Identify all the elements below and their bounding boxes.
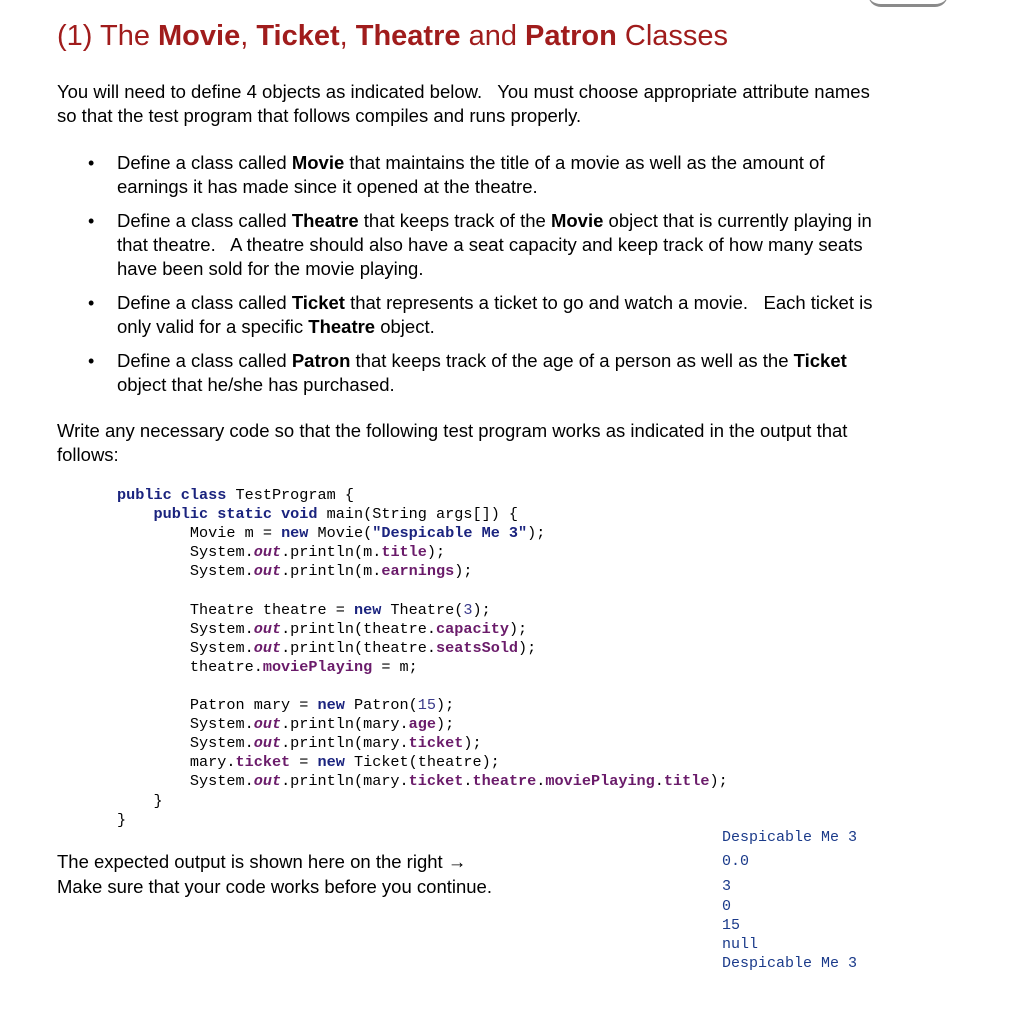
code-line (117, 524, 728, 543)
code-line (117, 715, 728, 734)
bullet-dot-icon: • (88, 351, 95, 371)
code-token: = m; (372, 657, 418, 676)
class-name: Ticket (291, 292, 345, 313)
bullet-dot-icon: • (88, 293, 95, 313)
code-token: ); (472, 600, 491, 619)
bullet-text-segment: Define a class called (117, 292, 292, 313)
bullet-text-segment: that theatre. A theatre should also have a seat capacity and keep track of how many seats (117, 234, 863, 255)
class-name: Movie (550, 210, 604, 231)
code-token: Patron mary = (117, 696, 318, 715)
heading-class-name: Theatre (355, 20, 461, 52)
code-line (117, 486, 728, 505)
bullet-text-segment: object that he/she has purchased. (117, 374, 395, 395)
code-line (117, 811, 728, 830)
code-token: new (281, 524, 309, 543)
code-token: ); (463, 734, 482, 753)
output-line: Despicable Me 3 (722, 829, 858, 846)
bullet-text (117, 151, 947, 199)
bullet-text (117, 349, 947, 397)
code-token: Movie( (308, 524, 373, 543)
bullet-text-segment: Define a class called (117, 152, 292, 173)
bullet-line (117, 151, 947, 175)
code-token: out (253, 562, 282, 581)
code-token: public class (117, 486, 227, 504)
code-token: System. (117, 734, 254, 753)
bullet-line (117, 209, 947, 233)
code-token: seatsSold (436, 638, 519, 657)
code-line (117, 772, 728, 791)
code-line (117, 677, 728, 696)
class-name: Theatre (308, 316, 376, 337)
bullet-line (117, 373, 947, 397)
bullet-text-segment: that keeps track of the age of a person as well as the (350, 350, 794, 371)
code-token: Theatre( (381, 600, 464, 619)
bullet-text-segment: Define a class called (117, 350, 292, 371)
heading-class-name: Ticket (256, 20, 340, 52)
code-token: out (253, 772, 282, 791)
code-token: theatre. (117, 657, 263, 676)
code-token: ticket (235, 753, 291, 772)
code-token: new (353, 600, 382, 619)
code-token: System. (117, 772, 254, 791)
code-token: System. (117, 543, 254, 562)
code-token: out (253, 638, 282, 657)
code-token: . (463, 772, 473, 791)
code-token: theatre (472, 772, 537, 791)
bullet-line (117, 257, 947, 281)
class-name: Patron (291, 350, 351, 371)
bullet-text-segment: only valid for a specific (117, 316, 309, 337)
code-token: capacity (436, 619, 509, 638)
code-line (117, 792, 728, 811)
code-token: 3 (463, 600, 473, 619)
code-token: ); (426, 543, 446, 562)
code-line (117, 639, 728, 658)
bullet-line (117, 315, 947, 339)
test-program-code (117, 486, 728, 830)
output-line: null (722, 936, 759, 953)
code-token: System. (117, 619, 254, 638)
bullet-text-segment: that represents a ticket to go and watch a movie. Each ticket is (344, 292, 873, 313)
intro-paragraph (57, 80, 870, 128)
code-token: Movie m = (117, 524, 282, 543)
code-token: .println(theatre. (281, 638, 437, 657)
code-token: ); (527, 524, 546, 543)
code-token: moviePlaying (545, 772, 655, 791)
output-line: Despicable Me 3 (722, 955, 858, 972)
bullet-text (117, 291, 947, 339)
class-name: Theatre (291, 210, 359, 231)
code-line (117, 696, 728, 715)
code-line (117, 601, 728, 620)
code-line (117, 562, 728, 581)
output-line: 15 (722, 917, 741, 934)
code-token: } (117, 791, 163, 810)
code-token: earnings (381, 562, 455, 581)
code-line (117, 734, 728, 753)
code-token: title (381, 543, 427, 562)
code-token: out (253, 715, 282, 734)
class-name: Ticket (793, 350, 847, 371)
code-token: new (317, 753, 345, 772)
code-token: System. (117, 638, 254, 657)
code-token: main(String args[]) { (317, 505, 519, 524)
heading-text: Classes (616, 20, 729, 52)
bullet-dot-icon: • (88, 153, 95, 173)
intro-line-2: so that the test program that follows compiles and runs properly. (57, 105, 582, 126)
code-token: .println(theatre. (281, 619, 437, 638)
class-name: Movie (291, 152, 345, 173)
code-token: TestProgram { (226, 486, 354, 504)
code-line (117, 658, 728, 677)
code-line (117, 543, 728, 562)
code-token: ticket (408, 734, 464, 753)
code-token: . (536, 772, 546, 791)
page-corner-decoration (868, 0, 948, 7)
heading-text: and (460, 20, 526, 52)
expected-output-note (57, 849, 492, 899)
bullet-line (117, 291, 947, 315)
code-token: ); (709, 772, 728, 791)
bullet-text-segment: Define a class called (117, 210, 292, 231)
code-token: title (663, 772, 710, 791)
code-token: ticket (408, 772, 464, 791)
write-line-1: Write any necessary code so that the following test program works as indicated in the output that (57, 420, 848, 441)
output-line: 0.0 (722, 853, 750, 870)
output-line: 3 (722, 878, 732, 895)
code-token: } (117, 810, 127, 829)
code-line (117, 581, 728, 600)
heading-class-name: Movie (158, 20, 241, 52)
code-token: moviePlaying (262, 657, 373, 676)
bullet-text-segment: that maintains the title of a movie as well as the amount of (344, 152, 825, 173)
code-token: . (654, 772, 664, 791)
code-line (117, 505, 728, 524)
code-token: System. (117, 562, 254, 581)
code-token: age (408, 715, 437, 734)
code-token: ); (518, 638, 537, 657)
bullet-dot-icon: • (88, 211, 95, 231)
code-line (117, 753, 728, 772)
bullet-line (117, 233, 947, 257)
code-token: System. (117, 715, 254, 734)
bullet-line (117, 349, 947, 373)
code-token: .println(m. (281, 543, 382, 562)
bullet-text-segment: have been sold for the movie playing. (117, 258, 424, 279)
code-token: Patron( (344, 696, 418, 715)
code-token: Theatre theatre = (117, 600, 354, 619)
write-line-2: follows: (57, 444, 119, 465)
code-token: out (253, 543, 282, 562)
bullet-line (117, 175, 947, 199)
expected-line-1: The expected output is shown here on the right → (57, 851, 467, 872)
code-token: out (253, 619, 282, 638)
code-token: public static void (153, 505, 318, 524)
code-token: out (253, 734, 282, 753)
code-line (117, 620, 728, 639)
code-token: mary. (117, 753, 236, 772)
bullet-text-segment: object. (375, 316, 435, 337)
output-line: 0 (722, 898, 732, 915)
code-token: "Despicable Me 3" (372, 524, 528, 543)
code-token: ); (436, 715, 455, 734)
bullet-text-segment: earnings it has made since it opened at the theatre. (117, 176, 538, 197)
code-token: .println(mary. (281, 772, 409, 791)
code-token (117, 505, 153, 523)
code-token: 15 (417, 696, 437, 715)
heading-text: , (339, 20, 356, 52)
code-token: ); (508, 619, 528, 638)
bullet-text (117, 209, 947, 281)
code-token: .println(mary. (281, 715, 409, 734)
write-paragraph (57, 419, 847, 467)
code-token: new (317, 696, 345, 715)
code-token: ); (436, 696, 455, 715)
heading-class-name: Patron (525, 20, 617, 52)
bullet-text-segment: object that is currently playing in (603, 210, 872, 231)
code-token: .println(mary. (281, 734, 409, 753)
code-token: Ticket(theatre); (344, 753, 500, 772)
section-heading (57, 20, 728, 53)
bullet-text-segment: that keeps track of the (358, 210, 551, 231)
code-token: ); (454, 562, 473, 581)
heading-text: (1) The (57, 20, 159, 52)
heading-text: , (240, 20, 257, 52)
code-token: = (290, 753, 318, 772)
code-token: .println(m. (281, 562, 382, 581)
intro-line-1: You will need to define 4 objects as indicated below. You must choose appropriate attribute names (57, 81, 870, 102)
expected-line-2: Make sure that your code works before you continue. (57, 876, 492, 897)
